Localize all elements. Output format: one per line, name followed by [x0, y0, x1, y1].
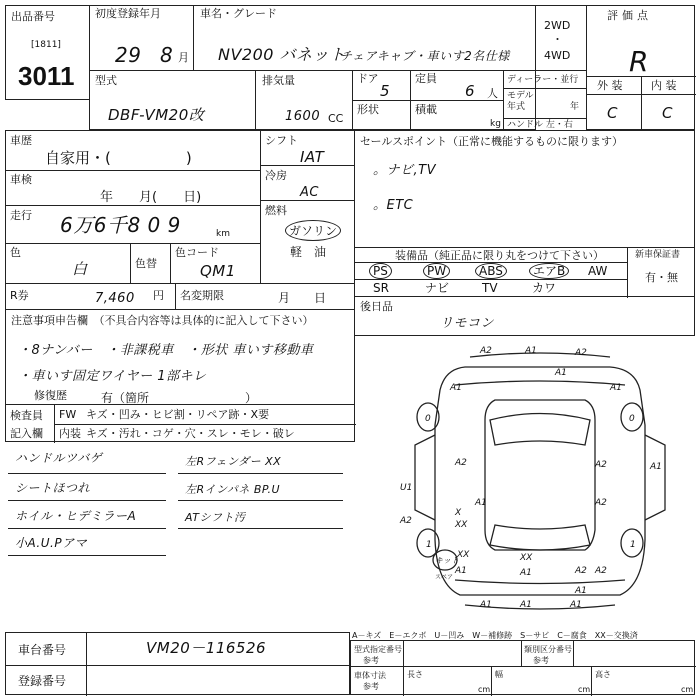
name-change-label: 名変期限 [180, 289, 224, 302]
legend-height: 高さ [595, 670, 611, 679]
footer-box [5, 632, 350, 695]
capacity-label: 定員 [415, 72, 437, 85]
damage-legend: A－キズ E－エクボ U－凹み W－補修跡 S－サビ C－腐食 XX－交換済 [352, 631, 638, 640]
fuel-label: 燃料 [265, 204, 287, 217]
interior-label: 内 装 [651, 79, 677, 92]
first-reg-label: 初度登録年月 [95, 7, 161, 20]
legend-length: 長さ [407, 670, 423, 679]
model-value: DBF-VM20改 [108, 106, 205, 124]
equip-pw: PW [423, 263, 450, 279]
fuel-diesel: 軽 油 [290, 245, 327, 259]
legend-l4: 参考 [363, 682, 379, 691]
exterior-value: C [607, 104, 618, 122]
lot-sub: [1811] [31, 40, 61, 50]
damage-mark: A1 [450, 383, 462, 393]
equipment-box [354, 247, 695, 297]
damage-mark: U1 [400, 483, 413, 493]
car-windshield [490, 414, 590, 446]
first-reg-year: 29 [115, 43, 142, 67]
repair-label: 修復歴 [34, 389, 67, 402]
damage-mark: XX [455, 520, 468, 530]
drive-4wd: 4WD [544, 49, 571, 62]
model-year-label-1: モデル [507, 91, 534, 101]
equip-tv: TV [482, 281, 498, 295]
damage-mark: A2 [480, 346, 492, 356]
damage-mark: A2 [455, 458, 467, 468]
equip-leather: カワ [532, 281, 557, 295]
drive-dot: ・ [552, 33, 563, 46]
capacity-unit: 人 [487, 87, 498, 100]
mileage-unit: km [216, 229, 230, 239]
inspector-label-1: 検査員 [10, 409, 43, 422]
score-label: 評価点 [607, 9, 652, 22]
displacement-value: 1600 [285, 109, 321, 124]
history-label: 車歴 [10, 134, 32, 147]
damage-mark: A1 [555, 368, 567, 378]
shift-label: シフト [265, 134, 298, 147]
equip-aw: AW [588, 264, 608, 278]
damage-mark: XX [520, 553, 533, 563]
sales-box [354, 130, 695, 248]
legend-width: 幅 [495, 670, 503, 679]
inspector-row2-items: キズ・汚れ・コゲ・穴・スレ・モレ・破レ [86, 427, 295, 440]
after-box [354, 296, 695, 336]
car-body-outline [435, 367, 645, 595]
chassis-value: VM20－116526 [146, 639, 267, 657]
shape-label: 形状 [357, 103, 379, 116]
damage-mark: A2 [595, 460, 607, 470]
damage-mark: A1 [610, 383, 622, 393]
model-year-label-2: 年式 [507, 102, 526, 112]
color-label: 色 [10, 246, 21, 259]
legend-l3: 車体寸法 [354, 671, 386, 680]
remark-right-2: 左Rインパネ BP.U [185, 483, 281, 496]
load-unit: kg [490, 119, 501, 129]
damage-mark: XX [457, 550, 470, 560]
after-label: 後日品 [360, 300, 393, 313]
ac-value: AC [300, 185, 319, 200]
mileage-value: 6万6千8 0 9 [60, 213, 181, 237]
color-change-label: 色替 [135, 257, 157, 270]
first-reg-month: 8 [160, 43, 174, 67]
fuel-gas: ガソリン [285, 220, 341, 241]
legend-l2: 参考 [363, 656, 379, 665]
car-grade-value: チェアキャブ・車いす2名仕様 [340, 49, 510, 63]
spare-label: スペア [435, 574, 454, 581]
remark-right-3: ATシフト汚 [185, 511, 246, 524]
damage-mark: A2 [400, 516, 412, 526]
inspection-label: 車検 [10, 173, 32, 186]
repair-value: 有（箇所 ） [101, 391, 258, 405]
exterior-label: 外 装 [597, 79, 623, 92]
drive-box [535, 5, 587, 71]
damage-mark: A1 [475, 498, 487, 508]
legend-l1: 型式指定番号 [354, 645, 402, 654]
model-label: 型式 [95, 74, 117, 87]
color-value: 白 [72, 260, 88, 278]
interior-value: C [662, 104, 673, 122]
ac-label: 冷房 [265, 169, 287, 182]
car-name-value: NV200 バネット [218, 45, 346, 64]
sales-item-1: 。ナビ,TV [373, 163, 436, 178]
score-box [586, 5, 695, 130]
inspector-row1-head: FW [59, 408, 77, 421]
displacement-label: 排気量 [262, 74, 295, 87]
color-code-value: QM1 [200, 262, 236, 280]
load-label: 積載 [415, 103, 437, 116]
damage-mark: A2 [595, 498, 607, 508]
damage-mark: A1 [520, 600, 532, 610]
handle-label: ハンドル 左・右 [507, 120, 573, 130]
warranty-value: 有・無 [645, 271, 678, 284]
remark-left-4: 小A.U.Pアマ [15, 536, 88, 550]
wheel-mark-rl: 1 [426, 540, 432, 550]
car-diagram [395, 345, 685, 625]
damage-mark: X [455, 508, 462, 518]
chassis-label: 車台番号 [18, 643, 67, 657]
first-reg-month-unit: 月 [178, 51, 189, 64]
lot-box [5, 5, 90, 100]
equip-sr: SR [373, 281, 389, 295]
remark-left-3: ホイル・ヒデミラーA [15, 509, 137, 523]
damage-mark: A1 [480, 600, 492, 610]
notes-box [5, 309, 355, 405]
car-rear-window [490, 525, 590, 550]
damage-mark: A1 [570, 600, 582, 610]
mileage-label: 走行 [10, 209, 32, 222]
lot-number: 3011 [18, 61, 75, 91]
r-unit: 円 [153, 289, 164, 302]
door-label: ドア [357, 72, 379, 85]
registration-label: 登録番号 [18, 674, 67, 688]
damage-mark: A1 [650, 462, 662, 472]
lot-label: 出品番号 [11, 10, 55, 23]
damage-mark: A2 [575, 566, 587, 576]
legend-table [350, 640, 695, 695]
equipment-label: 装備品（純正品に限り丸をつけて下さい） [395, 249, 604, 262]
r-label: R券 [10, 289, 29, 302]
dealer-label: ディーラー・並行 [507, 75, 579, 85]
legend-cm-3: cm [681, 685, 694, 694]
score-value: R [629, 45, 649, 78]
legend-cm-1: cm [478, 685, 491, 694]
car-roof [485, 400, 595, 550]
equip-ps: PS [369, 263, 392, 279]
notes-line-2: ・車いす固定ワイヤー 1部キレ [18, 369, 207, 384]
damage-mark: A1 [455, 566, 467, 576]
damage-mark: A1 [525, 346, 537, 356]
door-value: 5 [380, 82, 391, 100]
damage-mark: A1 [520, 568, 532, 578]
inspector-label-2: 記入欄 [10, 427, 43, 440]
sales-item-2: 。ETC [373, 198, 414, 213]
inspector-box [5, 404, 355, 442]
inspection-value: 年 月( 日) [100, 190, 202, 205]
remark-right-1: 左Rフェンダー XX [185, 455, 282, 468]
equip-abs: ABS [475, 263, 507, 279]
legend-r2: 参考 [533, 656, 549, 665]
wheel-mark-fl: 0 [425, 414, 431, 424]
legend-r1: 類別区分番号 [524, 645, 572, 654]
equip-navi: ナビ [425, 281, 450, 295]
r-value: 7,460 [95, 291, 135, 306]
wheel-mark-fr: 0 [629, 414, 635, 424]
remark-left-1: ハンドルツバゲ [15, 451, 103, 465]
notes-line-1: ・8ナンバー ・非課税車 ・形状 車いす移動車 [18, 343, 314, 358]
sales-label: セールスポイント（正常に機能するものに限ります） [360, 135, 624, 148]
displacement-unit: CC [328, 112, 344, 125]
name-change-value: 月 日 [278, 291, 327, 305]
car-name-label: 車名・グレード [200, 7, 277, 20]
warranty-label: 新車保証書 [635, 250, 681, 260]
model-year-unit: 年 [570, 102, 580, 112]
remark-left-2: シートほつれ [15, 481, 91, 495]
color-code-label: 色コード [175, 246, 219, 259]
notes-label: 注意事項申告欄 （不具合内容等は具体的に記入して下さい） [11, 314, 314, 327]
damage-mark: A2 [595, 566, 607, 576]
capacity-value: 6 [465, 82, 476, 100]
inspector-row1-items: キズ・凹み・ヒビ割・リペア跡・X要 [86, 408, 270, 421]
inspector-row2-head: 内装 [59, 427, 81, 440]
history-value: 自家用・( ) [45, 149, 192, 167]
damage-mark: A1 [575, 586, 587, 596]
legend-cm-2: cm [578, 685, 591, 694]
spare-mark: キット [435, 556, 459, 565]
equip-airbag: エアB [529, 263, 569, 279]
shift-value: IAT [300, 148, 325, 166]
damage-mark: A2 [575, 348, 587, 358]
wheel-mark-rr: 1 [630, 540, 636, 550]
after-value: リモコン [440, 316, 495, 331]
drive-2wd: 2WD [544, 19, 571, 32]
